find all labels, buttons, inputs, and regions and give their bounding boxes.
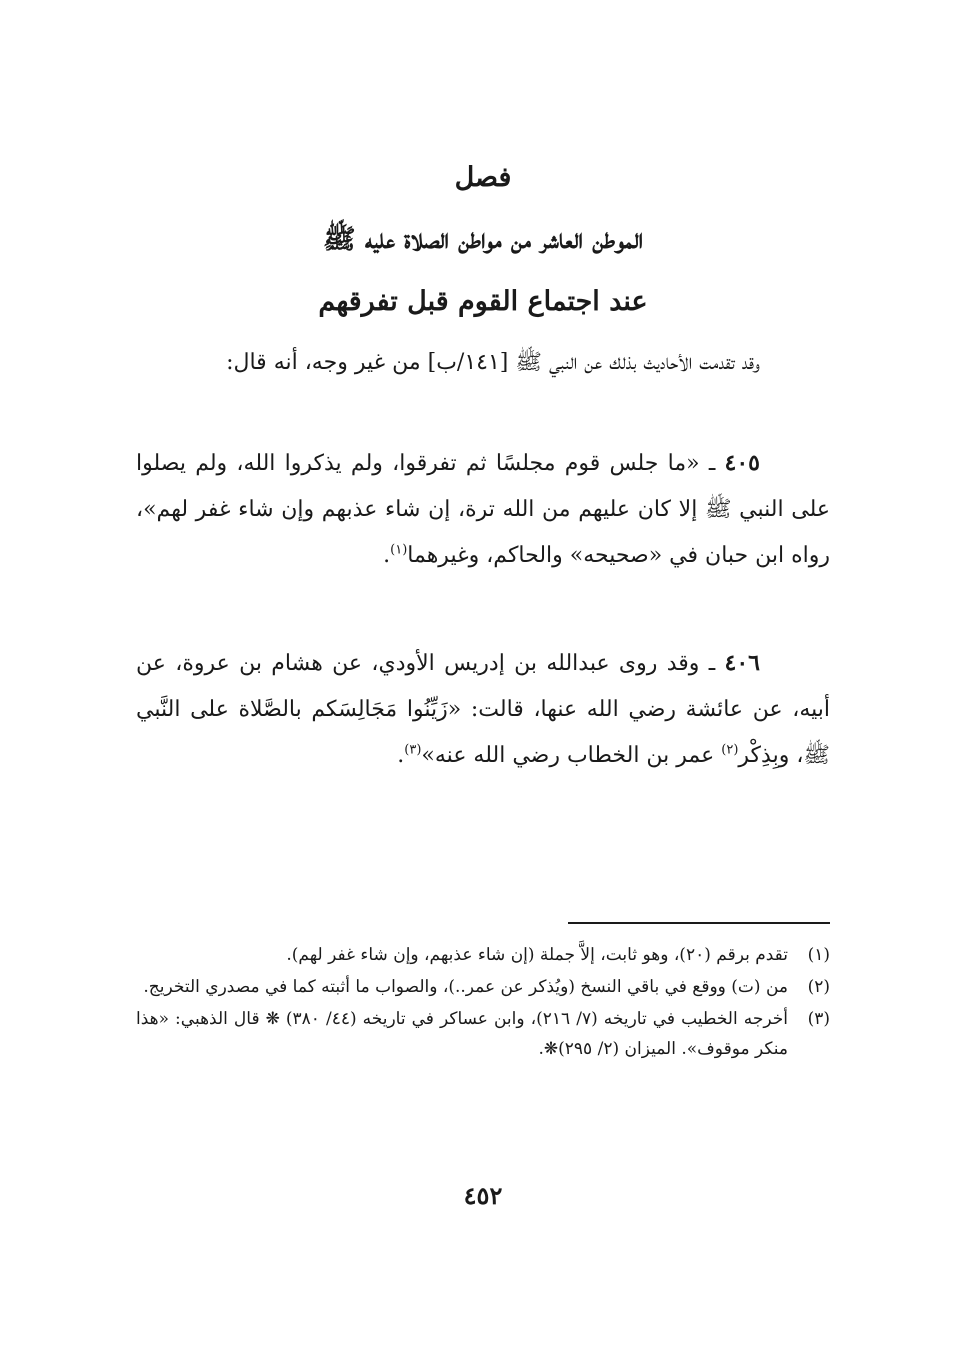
- footnote-mark: (٣): [807, 1009, 830, 1029]
- hadith-406-paragraph: [136, 640, 830, 779]
- hadith-text: ـ «ما جلس قوم مجلسًا ثم تفرقوا، ولم يذكروا الله، ولم يصلوا على النبي ﷺ إلا كان عليهم من الله ترة، إن شاء عذبهم وإن شاء غفر لهم»، رواه ابن حبان في «صحيحه» والحاكم، وغيرهما: [136, 451, 830, 568]
- footnotes-list: [136, 940, 830, 1066]
- footnote-text: من (ت) ووقع في باقي النسخ (ويُذكر عن عمر..)، والصواب ما أثبته كما في مصدري التخريج.: [143, 977, 788, 997]
- footnote-mark: (١): [807, 945, 830, 965]
- page-number: ٤٥٢: [463, 1181, 503, 1210]
- footnote-separator: [568, 922, 830, 924]
- hadith-405-paragraph: [136, 440, 830, 579]
- hadith-number: ٤٠٦: [724, 650, 760, 676]
- chapter-subtitle: عند اجتماع القوم قبل تفرقهم: [318, 286, 648, 317]
- footnote-text: تقدم برقم (٢٠)، وهو ثابت، إلاَّ جملة (إن شاء عذبهم، وإن شاء غفر لهم).: [286, 945, 788, 965]
- section-label: فصل: [454, 162, 512, 193]
- footnote-mark: (٢): [807, 977, 830, 997]
- sentence-end: .: [397, 743, 405, 768]
- intro-paragraph: وقد تقدمت الأحاديث بذلك عن النبي ﷺ [١٤١/ب] من غير وجه، أنه قال:: [226, 350, 760, 375]
- hadith-text-part1: ـ وقد روى عبدالله بن إدريس الأودي، عن هشام بن عروة، عن أبيه، عن عائشة رضي الله عنها، قالت: «زَيِّنُوا مَجَالِسَكم بالصَّلاة على النَّبي ﷺ، وبِذِكْر: [136, 651, 830, 768]
- book-page: [136, 0, 830, 1360]
- hadith-number: ٤٠٥: [724, 450, 760, 476]
- hadith-text-part2: عمر بن الخطاب رضي الله عنه»: [421, 743, 722, 768]
- footnote-ref-1: (١): [390, 542, 408, 558]
- footnote-ref-2: (٢): [721, 742, 739, 758]
- sentence-end: .: [383, 543, 391, 568]
- footnote-item: [136, 940, 830, 970]
- footnote-ref-3: (٣): [404, 742, 422, 758]
- footnote-item: [136, 972, 830, 1002]
- footnote-text: أخرجه الخطيب في تاريخه (٧/ ٢١٦)، وابن عساكر في تاريخه (٤٤/ ٣٨٠) ❋ قال الذهبي: «هذا منكر موقوف». الميزان (٢/ ٢٩٥)❋.: [136, 1009, 788, 1059]
- footnote-item: [136, 1004, 830, 1064]
- chapter-title: الموطن العاشر من مواطن الصلاة عليه ﷺ: [322, 224, 644, 255]
